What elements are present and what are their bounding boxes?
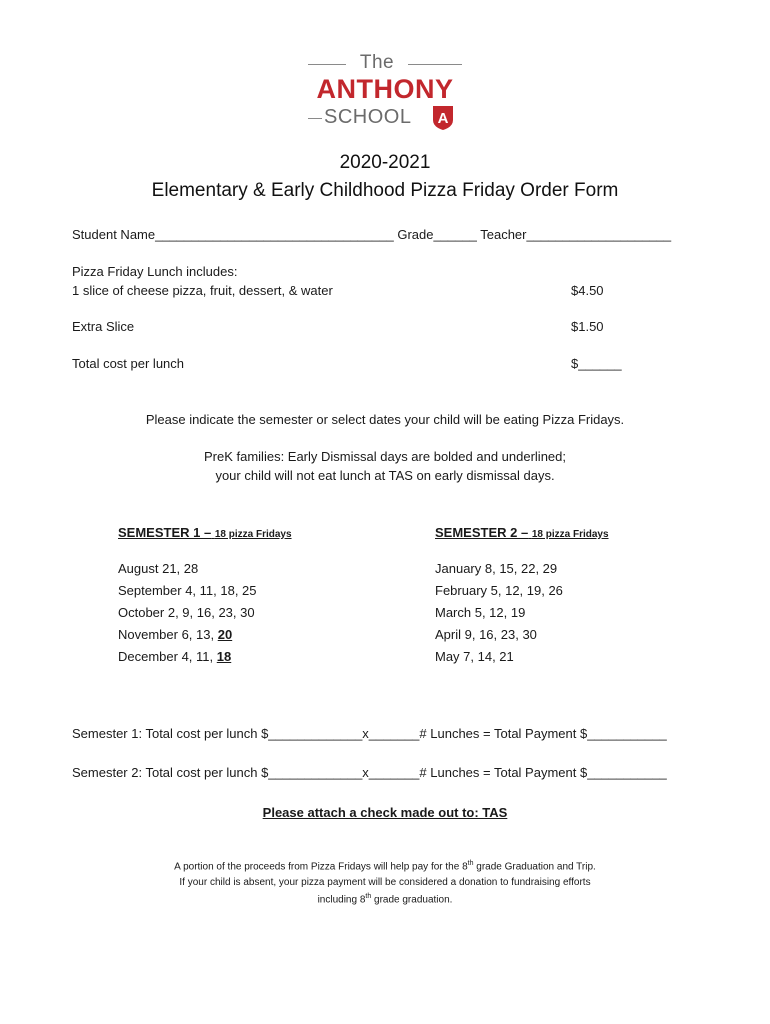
student-info-line [72, 227, 671, 242]
footer-line-3 [0, 893, 770, 905]
footer-line-1 [0, 860, 770, 872]
instruction-prek-2: your child will not eat lunch at TAS on early dismissal days. [215, 468, 555, 483]
semester-1-count: 18 pizza Fridays [214, 529, 292, 540]
semester-1-title: SEMESTER 1 – [118, 525, 212, 540]
logo-rule-left [308, 64, 346, 65]
check-instruction: Please attach a check made out to: TAS [262, 805, 508, 820]
footer-line-3-sup: th [365, 893, 372, 900]
semester-1-heading[interactable] [118, 525, 292, 540]
grade-field[interactable]: Grade______ [397, 227, 477, 242]
sem1-august[interactable]: August 21, 28 [118, 561, 199, 576]
sem1-october[interactable]: October 2, 9, 16, 23, 30 [118, 605, 255, 620]
total-cost-field[interactable]: $______ [571, 356, 622, 371]
sem2-january[interactable]: January 8, 15, 22, 29 [435, 561, 558, 576]
sem2-april[interactable]: April 9, 16, 23, 30 [435, 627, 537, 642]
logo-rule-right [408, 64, 462, 65]
includes-label: Pizza Friday Lunch includes: [72, 264, 238, 279]
logo-anthony: ANTHONY [316, 74, 454, 104]
shield-icon [432, 105, 454, 131]
sem2-may[interactable]: May 7, 14, 21 [435, 649, 514, 664]
semester-1-total-line[interactable]: Semester 1: Total cost per lunch $_____________x_______# Lunches = Total Payment $___________ [72, 726, 667, 741]
form-year: 2020-2021 [339, 152, 431, 173]
logo-school: SCHOOL [324, 106, 412, 128]
semester-2-total-line[interactable]: Semester 2: Total cost per lunch $_____________x_______# Lunches = Total Payment $___________ [72, 765, 667, 780]
student-name-field[interactable]: Student Name_________________________________ [72, 227, 394, 242]
sem1-december-early-dismissal: 18 [216, 649, 232, 664]
school-logo [300, 48, 470, 133]
shield-letter: A [437, 110, 449, 127]
footer-line-1-sup: th [467, 860, 474, 867]
footer-line-1-pre: A portion of the proceeds from Pizza Fridays will help pay for the 8 [174, 861, 468, 873]
instruction-prek-1: PreK families: Early Dismissal days are bolded and underlined; [203, 449, 566, 464]
form-title: Elementary & Early Childhood Pizza Friday Order Form [151, 180, 619, 201]
logo-the: The [359, 52, 395, 73]
semester-2-title: SEMESTER 2 – [435, 525, 529, 540]
sem2-march[interactable]: March 5, 12, 19 [435, 605, 526, 620]
footer-line-1-post: grade Graduation and Trip. [473, 861, 596, 873]
sem1-november-dates: November 6, 13, [118, 627, 218, 642]
semester-2-count: 18 pizza Fridays [531, 529, 609, 540]
sem1-december-dates: December 4, 11, [118, 649, 217, 664]
lunch-description: 1 slice of cheese pizza, fruit, dessert, & water [72, 283, 333, 298]
semester-2-heading[interactable] [435, 525, 609, 540]
sem1-december[interactable] [118, 649, 231, 664]
sem1-september[interactable]: September 4, 11, 18, 25 [118, 583, 257, 598]
logo-rule-bottom [308, 118, 322, 119]
sem2-february[interactable]: February 5, 12, 19, 26 [435, 583, 563, 598]
instruction-semester: Please indicate the semester or select dates your child will be eating Pizza Fridays. [145, 412, 625, 427]
extra-slice-label: Extra Slice [72, 319, 135, 334]
footer-line-3-pre: including 8 [317, 894, 366, 906]
footer-line-2: If your child is absent, your pizza payment will be considered a donation to fundraising efforts [179, 877, 591, 888]
total-cost-label: Total cost per lunch [72, 356, 185, 371]
extra-slice-price: $1.50 [571, 319, 604, 334]
footer-line-3-post: grade graduation. [371, 894, 453, 906]
teacher-field[interactable]: Teacher____________________ [480, 227, 672, 242]
lunch-price: $4.50 [571, 283, 604, 298]
sem1-november[interactable] [118, 627, 232, 642]
sem1-november-early-dismissal: 20 [217, 627, 233, 642]
